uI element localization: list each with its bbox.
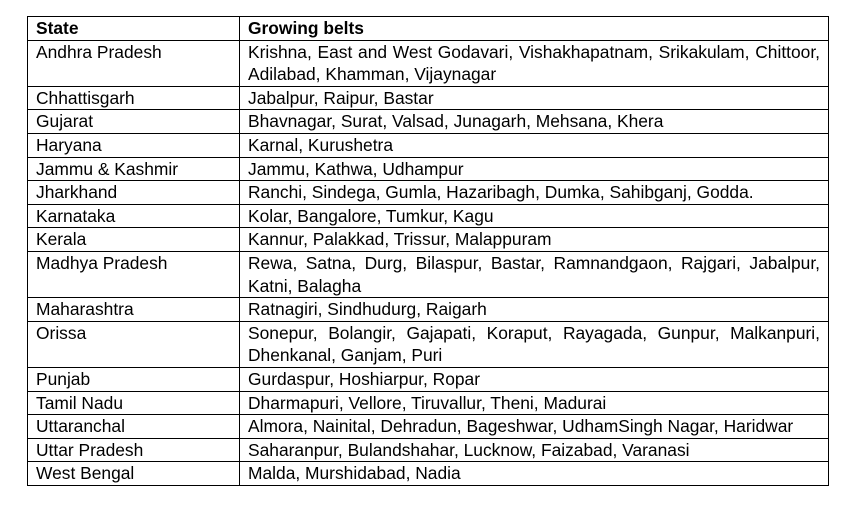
state-cell: Uttaranchal <box>28 415 240 439</box>
growing-belts-cell: Gurdaspur, Hoshiarpur, Ropar <box>240 367 829 391</box>
state-cell: Jammu & Kashmir <box>28 157 240 181</box>
table-row <box>28 86 829 110</box>
growing-belts-cell: Kannur, Palakkad, Trissur, Malappuram <box>240 228 829 252</box>
table-row <box>28 110 829 134</box>
growing-belts-table-container <box>27 16 828 486</box>
table-row <box>28 40 829 86</box>
table-row <box>28 251 829 297</box>
growing-belts-cell: Saharanpur, Bulandshahar, Lucknow, Faizabad, Varanasi <box>240 438 829 462</box>
state-cell: Andhra Pradesh <box>28 40 240 86</box>
state-cell: Jharkhand <box>28 181 240 205</box>
table-row <box>28 228 829 252</box>
state-cell: Tamil Nadu <box>28 391 240 415</box>
growing-belts-cell: Ranchi, Sindega, Gumla, Hazaribagh, Dumka, Sahibganj, Godda. <box>240 181 829 205</box>
state-cell: Karnataka <box>28 204 240 228</box>
state-cell: Madhya Pradesh <box>28 251 240 297</box>
table-row <box>28 298 829 322</box>
table-row <box>28 181 829 205</box>
growing-belts-cell: Karnal, Kurushetra <box>240 133 829 157</box>
table-row <box>28 321 829 367</box>
growing-belts-cell: Krishna, East and West Godavari, Vishakhapatnam, Srikakulam, Chittoor, Adilabad, Khamman, Vijaynagar <box>240 40 829 86</box>
growing-belts-cell: Rewa, Satna, Durg, Bilaspur, Bastar, Ramnandgaon, Rajgari, Jabalpur, Katni, Balagha <box>240 251 829 297</box>
table-row <box>28 391 829 415</box>
state-cell: Gujarat <box>28 110 240 134</box>
table-row <box>28 157 829 181</box>
state-cell: Uttar Pradesh <box>28 438 240 462</box>
table-row <box>28 438 829 462</box>
growing-belts-cell: Jammu, Kathwa, Udhampur <box>240 157 829 181</box>
state-cell: Orissa <box>28 321 240 367</box>
growing-belts-cell: Sonepur, Bolangir, Gajapati, Koraput, Rayagada, Gunpur, Malkanpuri, Dhenkanal, Ganjam, Puri <box>240 321 829 367</box>
table-row <box>28 133 829 157</box>
state-column-header: State <box>28 17 240 41</box>
table-row <box>28 367 829 391</box>
growing-belts-cell: Bhavnagar, Surat, Valsad, Junagarh, Mehsana, Khera <box>240 110 829 134</box>
growing-belts-cell: Malda, Murshidabad, Nadia <box>240 462 829 486</box>
growing-belts-column-header: Growing belts <box>240 17 829 41</box>
table-header-row <box>28 17 829 41</box>
state-cell: Maharashtra <box>28 298 240 322</box>
growing-belts-cell: Dharmapuri, Vellore, Tiruvallur, Theni, Madurai <box>240 391 829 415</box>
growing-belts-cell: Ratnagiri, Sindhudurg, Raigarh <box>240 298 829 322</box>
growing-belts-cell: Jabalpur, Raipur, Bastar <box>240 86 829 110</box>
growing-belts-table <box>27 16 829 486</box>
table-row <box>28 204 829 228</box>
state-cell: Haryana <box>28 133 240 157</box>
table-row <box>28 415 829 439</box>
table-row <box>28 462 829 486</box>
state-cell: Punjab <box>28 367 240 391</box>
growing-belts-cell: Kolar, Bangalore, Tumkur, Kagu <box>240 204 829 228</box>
state-cell: West Bengal <box>28 462 240 486</box>
growing-belts-cell: Almora, Nainital, Dehradun, Bageshwar, UdhamSingh Nagar, Haridwar <box>240 415 829 439</box>
state-cell: Kerala <box>28 228 240 252</box>
state-cell: Chhattisgarh <box>28 86 240 110</box>
